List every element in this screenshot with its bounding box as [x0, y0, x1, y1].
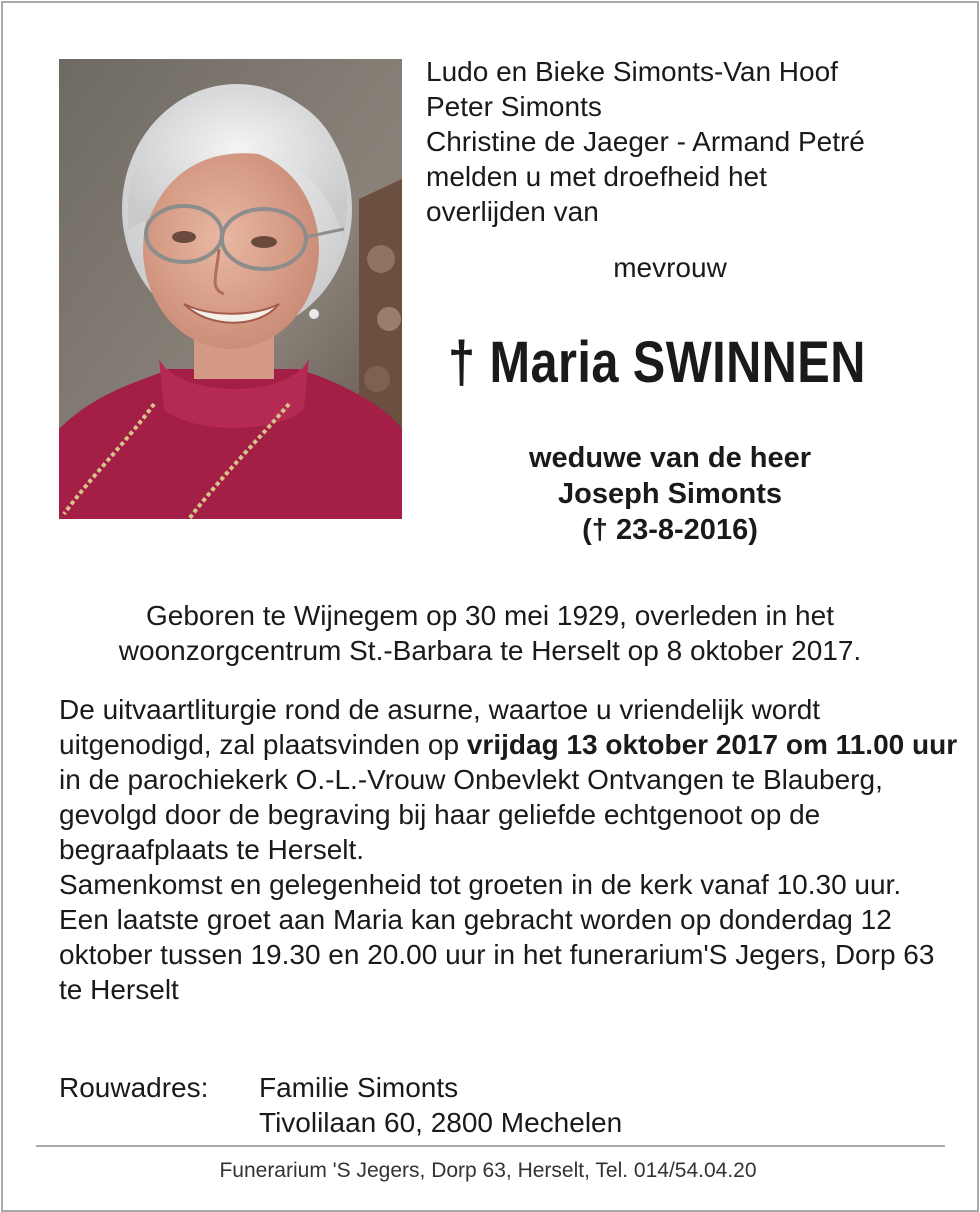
announcer-line: Peter Simonts	[426, 91, 602, 122]
title-prefix: mevrouw	[613, 252, 727, 283]
widow-line: weduwe van de heer	[528, 442, 812, 474]
announcer-line: Ludo en Bieke Simonts-Van Hoof	[426, 56, 838, 87]
announcer-line: Christine de Jaeger - Armand Petré	[426, 126, 865, 157]
liturgy-block	[59, 692, 959, 1007]
farewell-text: Een laatste groet aan Maria kan gebracht worden op donderdag 12 oktober tussen 19.30 en 20.00 uur in het funerarium'S Jegers, Dorp 63 te Herselt	[59, 904, 935, 1005]
liturgy-intro: De uitvaartliturgie rond de asurne, waartoe u vriendelijk wordt uitgenodigd, zal plaatsvinden op	[59, 694, 821, 760]
widow-block	[420, 440, 920, 548]
address-line: Familie Simonts	[259, 1072, 459, 1103]
spouse-death-date: († 23-8-2016)	[582, 514, 758, 546]
portrait-photo	[59, 59, 402, 519]
announcers-block	[426, 54, 865, 229]
announcer-line: overlijden van	[426, 196, 599, 227]
liturgy-date: vrijdag 13 oktober 2017	[466, 729, 779, 760]
birth-death-block	[40, 598, 940, 668]
spouse-name: Joseph Simonts	[558, 478, 782, 510]
meeting-text: Samenkomst en gelegenheid tot groeten in de kerk vanaf 10.30 uur.	[59, 869, 902, 900]
deceased-name: † Maria SWINNEN	[448, 330, 866, 395]
footer-divider	[36, 1145, 945, 1147]
liturgy-location: in de parochiekerk O.-L.-Vrouw Onbevlekt Ontvangen te Blauberg, gevolgd door de begraving bij haar geliefde echtgenoot op de begraafplaats te Herselt.	[59, 764, 883, 865]
announcer-line: melden u met droefheid het	[426, 161, 767, 192]
address-value	[259, 1070, 622, 1140]
portrait-illustration	[59, 59, 402, 519]
address-line: Tivolilaan 60, 2800 Mechelen	[259, 1107, 623, 1138]
birth-line: Geboren te Wijnegem op 30 mei 1929, overleden in het	[146, 600, 834, 631]
address-label: Rouwadres:	[59, 1072, 209, 1103]
liturgy-time: om 11.00 uur	[785, 729, 958, 760]
death-line: woonzorgcentrum St.-Barbara te Herselt op 8 oktober 2017.	[118, 635, 862, 666]
footer-text: Funerarium 'S Jegers, Dorp 63, Herselt, Tel. 014/54.04.20	[219, 1159, 757, 1182]
liturgy-paragraph	[59, 692, 959, 867]
